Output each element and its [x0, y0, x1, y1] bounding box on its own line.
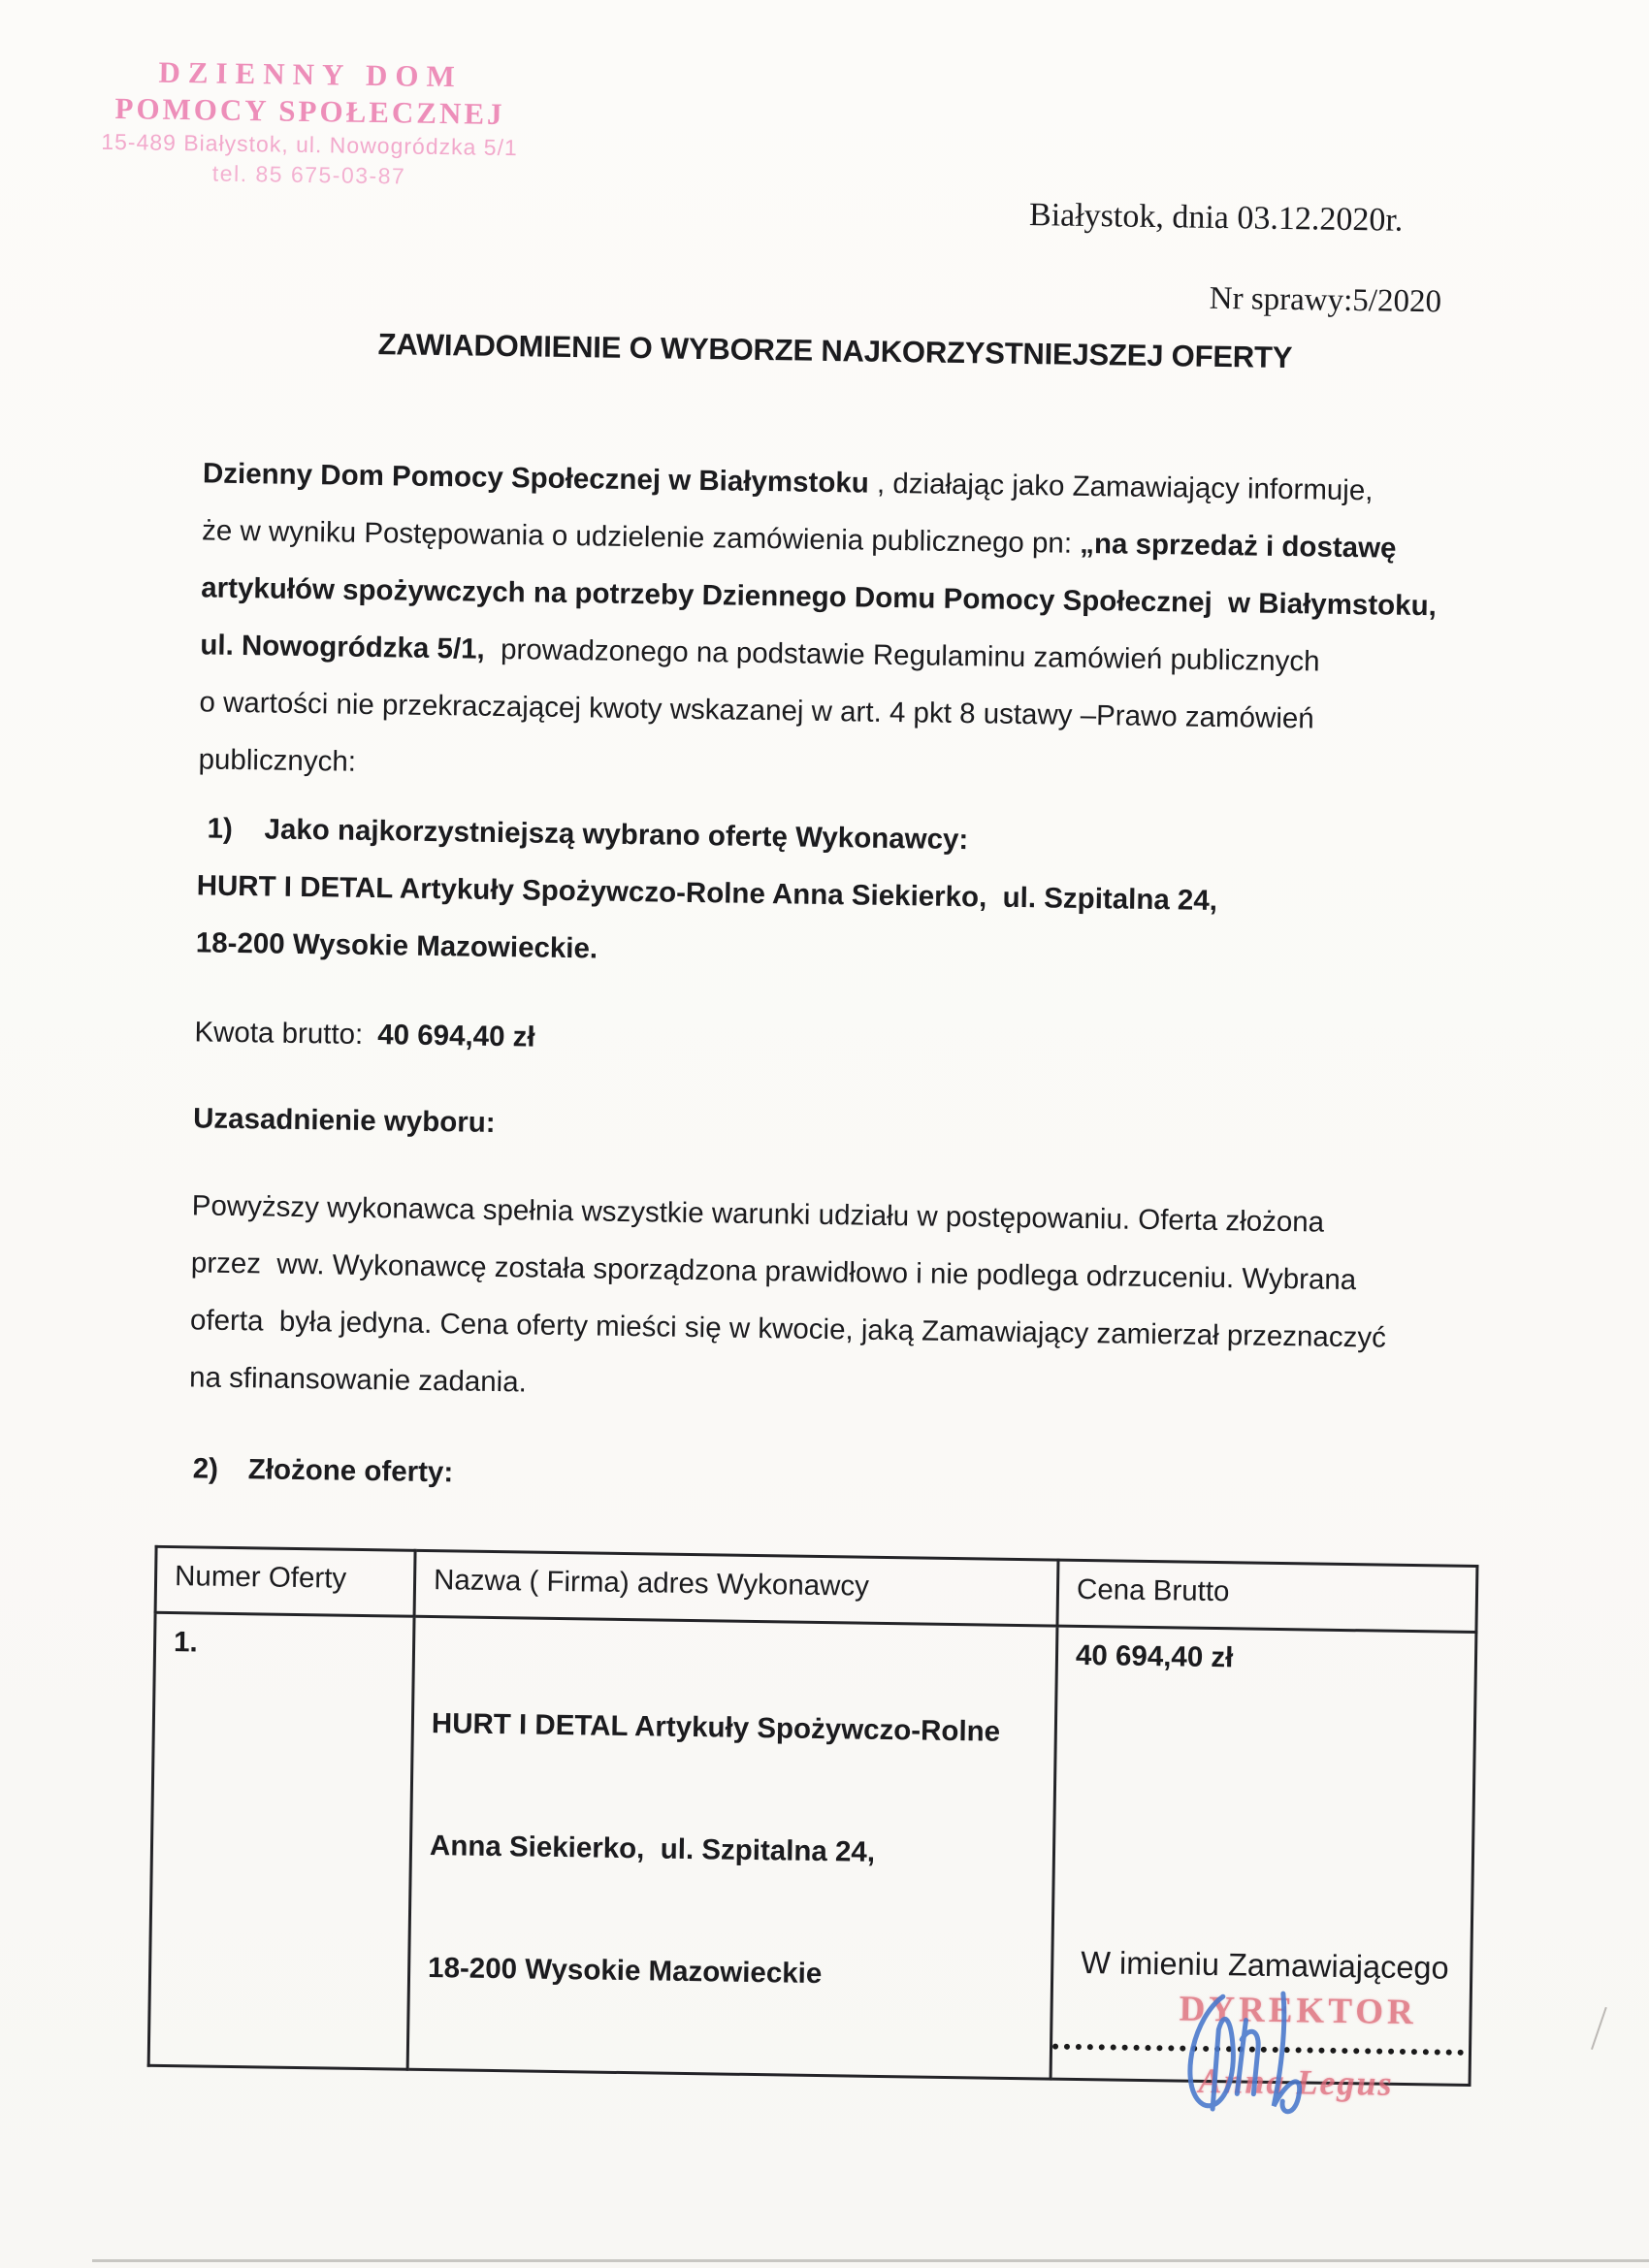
intro-line-2-bold: „na sprzedaż i dostawę	[1080, 527, 1397, 565]
intro-line-3: artykułów spożywczych na potrzeby Dziennego Domu Pomocy Społecznej w Białymstoku,	[201, 571, 1438, 623]
place-and-date: Białystok, dnia 03.12.2020r.	[1028, 197, 1404, 239]
case-number: Nr sprawy:5/2020	[1209, 280, 1442, 320]
intro-line-4-bold: ul. Nowogródzka 5/1,	[200, 629, 486, 665]
sender-stamp-line1: DZIENNY DOM	[158, 54, 464, 94]
point1-heading-text: Jako najkorzystniejszą wybrano ofertę Wykonawcy:	[264, 813, 969, 857]
document-title: ZAWIADOMIENIE O WYBORZE NAJKORZYSTNIEJSZEJ OFERTY	[377, 327, 1293, 375]
gross-amount-line	[194, 1003, 1514, 1080]
sender-stamp-line2: POMOCY SPOŁECZNEJ	[114, 91, 505, 132]
sender-stamp-address: 15-489 Białystok, ul. Nowogródzka 5/1	[101, 128, 518, 161]
winner-line-2: 18-200 Wysokie Mazowieckie.	[195, 926, 598, 965]
intro-line-4-normal: prowadzonego na podstawie Regulaminu zamówień publicznych	[484, 632, 1320, 678]
scan-edge-artifact	[1591, 2007, 1607, 2050]
sender-stamp	[98, 53, 521, 192]
intro-line-5: o wartości nie przekraczającej kwoty wskazanej w art. 4 pkt 8 ustawy –Prawo zamówień	[199, 686, 1314, 735]
gross-amount-value: 40 694,40 zł	[377, 1019, 535, 1053]
sender-stamp-phone: tel. 85 675-03-87	[211, 160, 406, 189]
point1-marker: 1)	[207, 812, 234, 845]
justification-line-4: na sfinansowanie zadania.	[188, 1361, 528, 1399]
point2-heading-text: Złożone oferty:	[247, 1453, 454, 1489]
point2-marker: 2)	[192, 1452, 219, 1485]
contractor-name-cell	[407, 1616, 1057, 2079]
document-body	[187, 444, 1522, 1516]
winner-line-1: HURT I DETAL Artykuły Spożywczo-Rolne Anna Siekierko, ul. Szpitalna 24,	[196, 869, 1218, 917]
column-header-offer-number: Numer Oferty	[155, 1546, 415, 1616]
gross-amount-label: Kwota brutto:	[194, 1016, 364, 1051]
column-header-contractor-name: Nazwa ( Firma) adres Wykonawcy	[414, 1550, 1058, 1626]
justification-line-3: oferta była jedyna. Cena oferty mieści się w kwocie, jaką Zamawiający zamierzał przeznaczyć	[189, 1304, 1387, 1354]
contractor-name-line-1: HURT I DETAL Artykuły Spożywczo-Rolne	[431, 1707, 1001, 1748]
on-behalf-text: W imieniu Zamawiającego	[1081, 1945, 1449, 1986]
director-name-stamp: Anna Legus	[1198, 2060, 1394, 2103]
scanner-bottom-edge	[92, 2259, 1649, 2262]
justification-heading: Uzasadnienie wyboru:	[192, 1102, 496, 1139]
contractor-name-line-3: 18-200 Wysokie Mazowieckie	[427, 1952, 823, 1991]
offer-number-cell: 1.	[148, 1612, 414, 2069]
intro-line-1-normal: , działając jako Zamawiający informuje,	[868, 467, 1374, 507]
handwritten-signature-ink	[1180, 1985, 1328, 2124]
intro-line-6: publicznych:	[198, 743, 357, 778]
director-title-stamp: DYREKTOR	[1179, 1989, 1418, 2033]
justification-line-1: Powyższy wykonawca spełnia wszystkie warunki udziału w postępowaniu. Oferta złożona	[191, 1189, 1325, 1239]
gross-price-cell: 40 694,40 zł	[1051, 1626, 1476, 2085]
column-header-gross-price: Cena Brutto	[1057, 1560, 1477, 1632]
contractor-name-line-2: Anna Siekierko, ul. Szpitalna 24,	[429, 1830, 876, 1868]
intro-line-1-bold: Dzienny Dom Pomocy Społecznej w Białymstoku	[202, 457, 870, 500]
point2-heading	[187, 1440, 1507, 1516]
justification-line-2: przez ww. Wykonawcę została sporządzona prawidłowo i nie podlega odrzuceniu. Wybrana	[190, 1247, 1357, 1297]
intro-line-2-normal: że w wyniku Postępowania o udzielenie zamówienia publicznego pn:	[201, 514, 1081, 560]
